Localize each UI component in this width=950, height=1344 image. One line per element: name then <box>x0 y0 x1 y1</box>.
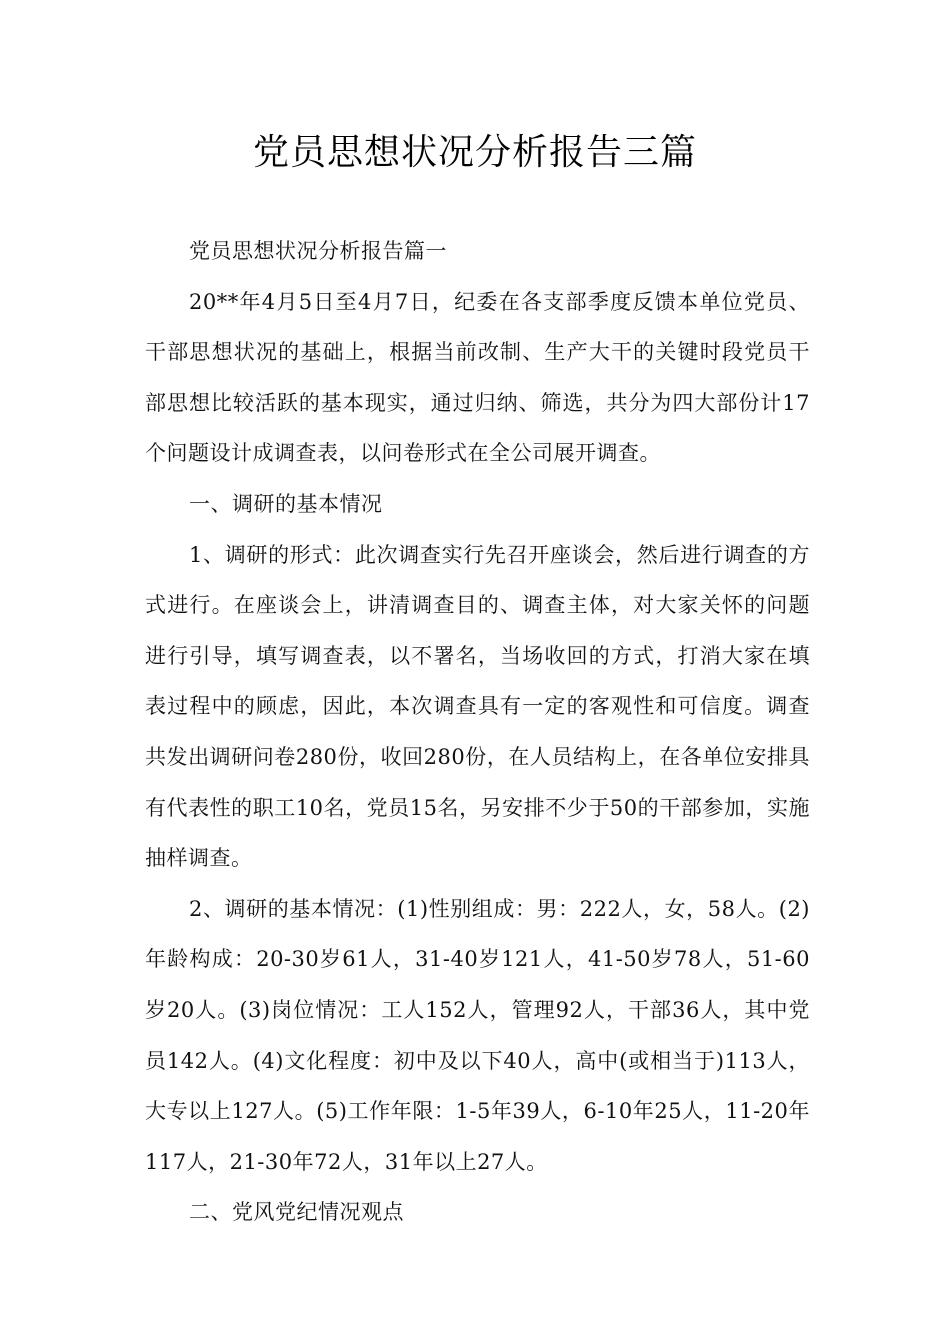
paragraph-survey-form: 1、调研的形式：此次调查实行先召开座谈会，然后进行调查的方式进行。在座谈会上，讲清调查目的、调查主体，对大家关怀的问题进行引导，填写调查表，以不署名，当场收回的方式，打消大家在填表过程中的顾虑，因此，本次调查具有一定的客观性和可信度。调查共发出调研问卷280份，收回280份，在人员结构上，在各单位安排具有代表性的职工10名，党员15名，另安排不少于50的干部参加，实施抽样调查。 <box>145 542 810 871</box>
section-subtitle: 党员思想状况分析报告篇一 <box>189 239 447 263</box>
section-heading-1: 一、调研的基本情况 <box>189 491 383 516</box>
paragraph-intro: 20**年4月5日至4月7日，纪委在各支部季度反馈本单位党员、干部思想状况的基础上，根据当前改制、生产大干的关键时段党员干部思想比较活跃的基本现实，通过归纳、筛选，共分为四大部份计17个问题设计成调查表，以问卷形式在全公司展开调查。 <box>145 289 810 466</box>
paragraph-survey-basics: 2、调研的基本情况：(1)性别组成：男：222人，女，58人。(2)年龄构成：20-30岁61人，31-40岁121人，41-50岁78人，51-60岁20人。(3)岗位情况：工人152人，管理92人，干部36人，其中党员142人。(4)文化程度：初中及以下40人，高中(或相当于)113人，大专以上127人。(5)工作年限：1-5年39人，6-10年25人，11-20年117人，21-30年72人，31年以上27人。 <box>145 896 810 1174</box>
document-body <box>145 226 810 1238</box>
document-title: 党员思想状况分析报告三篇 <box>252 132 697 173</box>
section-heading-2: 二、党风党纪情况观点 <box>189 1200 404 1225</box>
